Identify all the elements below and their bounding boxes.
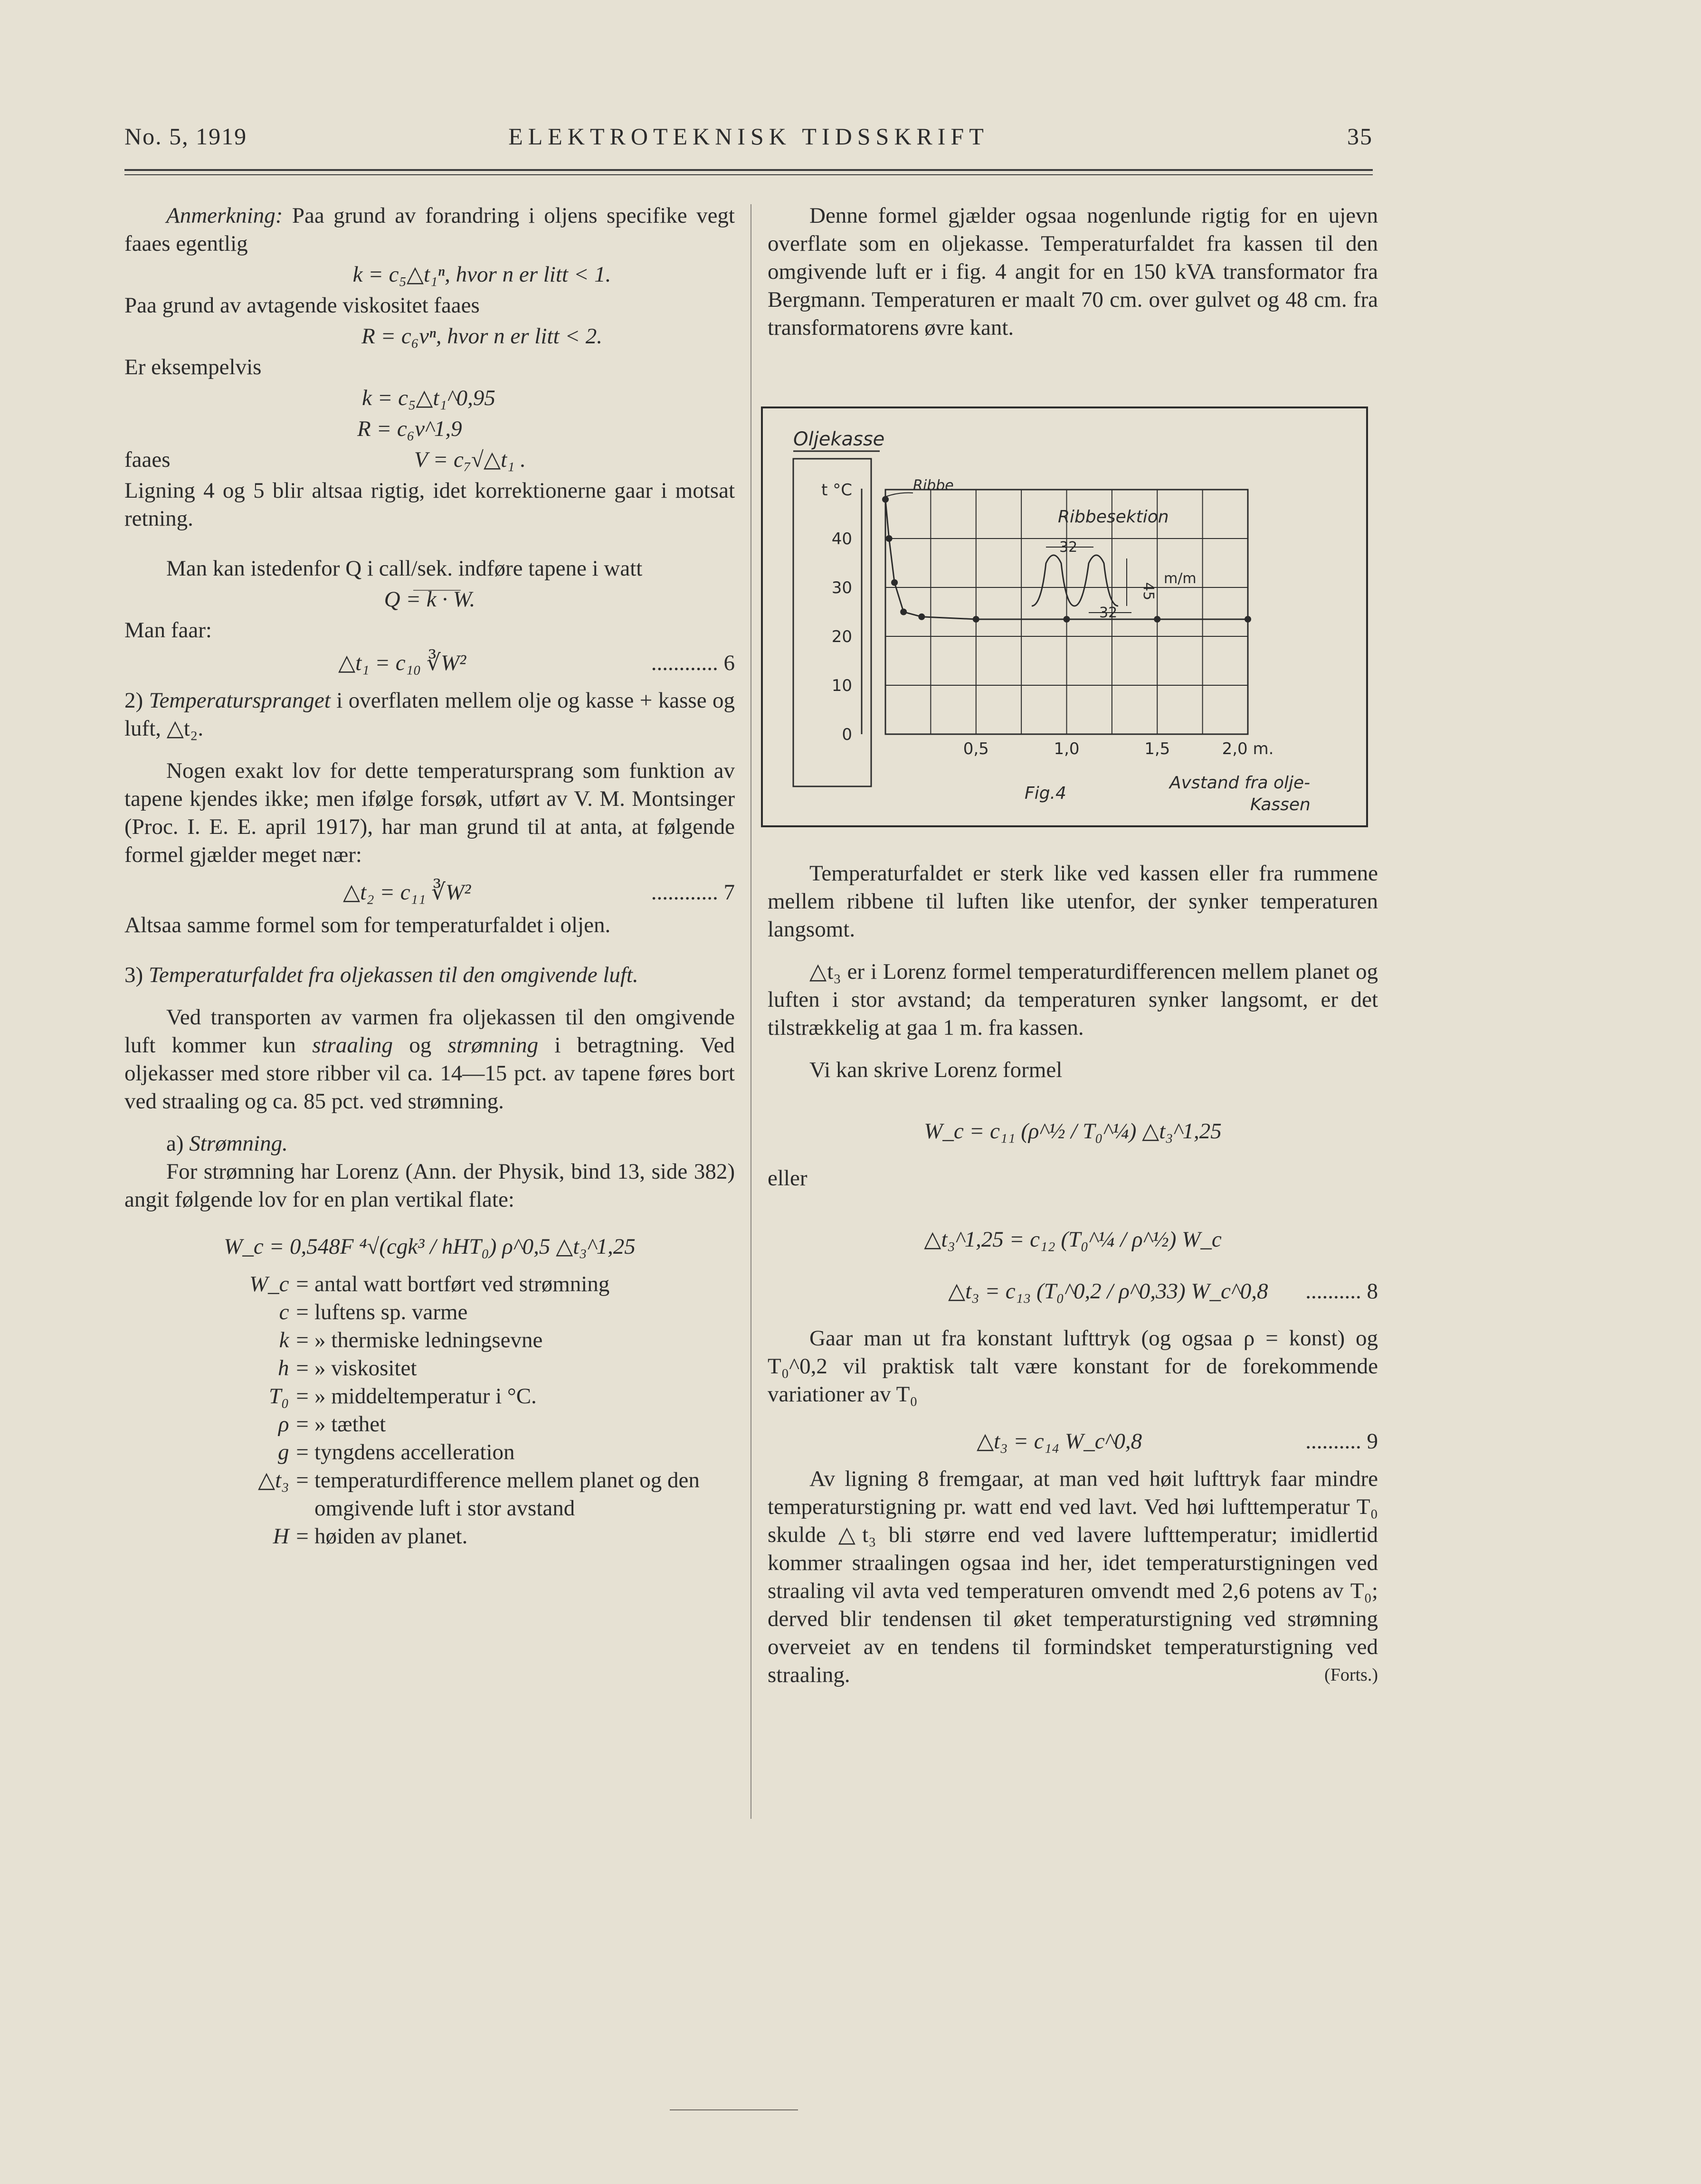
section-2-text: i overflaten mellem olje og kasse + kasse og luft, △t₂. (124, 688, 735, 741)
symbol-row (124, 1354, 735, 1382)
equation-t3a: △t₃^1,25 = c₁₂ (T₀^¼ / ρ^½) W_c (924, 1227, 1222, 1252)
y-tick-label: 30 (831, 578, 852, 597)
after-figure-text: Temperaturfaldet er sterk like ved kassen eller fra rummene mellem ribbene til luften like utenfor, der synker temperaturen langsomt. (768, 861, 1378, 942)
figure-4 (761, 407, 1368, 827)
symbol-row (124, 1298, 735, 1326)
rib-dim-45: 45 (1140, 582, 1157, 601)
symbol-table (124, 1270, 735, 1551)
og-word: og (409, 1033, 432, 1058)
rib-dim-32-bottom: 32 (1099, 605, 1118, 621)
equation-7: △t₂ = c₁₁ ∛W² (343, 880, 471, 905)
equation-wc-2: W_c = c₁₁ (ρ^½ / T₀^¼) △t₃^1,25 (924, 1119, 1222, 1144)
data-point (1154, 616, 1160, 623)
anmerkning-text: Paa grund av forandring i oljens specifike vegt faaes egentlig (124, 203, 735, 256)
symbol-name: △t₃ = (257, 1468, 310, 1493)
section-2-heading (124, 687, 735, 743)
equation-wc: W_c = 0,548F ⁴√(cgk³ / hHT₀) ρ^0,5 △t₃^1,25 (224, 1234, 636, 1259)
symbol-row (124, 1326, 735, 1354)
faaes-label: faaes (124, 447, 171, 472)
equation-6: △t₁ = c₁₀ ∛W² (338, 651, 466, 675)
oil-tank-outline (793, 459, 871, 786)
x-tick-label: 0,5 (963, 739, 989, 758)
equation-6-row (124, 649, 735, 677)
nogen-text: Nogen exakt lov for dette temperatursprang som funktion av tapene kjendes ikke; men ifølge forsøk, utført av V. M. Montsinger (Proc. I. E. E. april 1917), har man grund til at anta, at følgende formel gjælder meget nær: (124, 758, 735, 867)
y-tick-label: 40 (831, 529, 852, 548)
equation-k: k = c₅△t₁ⁿ, hvor n er litt < 1. (352, 262, 611, 287)
journal-title: ELEKTROTEKNISK TIDSSKRIFT (508, 123, 989, 150)
header-rule-bottom (124, 174, 1373, 175)
symbol-description: » middeltemperatur i °C. (314, 1384, 537, 1409)
symbol-row (124, 1438, 735, 1466)
x-axis-label-line-2: Kassen (1250, 795, 1311, 814)
x-tick-label: 2,0 m. (1222, 739, 1274, 758)
symbol-name: g = (278, 1440, 310, 1465)
symbol-name: k = (279, 1328, 310, 1352)
page-header (124, 123, 1373, 156)
data-point (973, 616, 979, 623)
page-number: 35 (1347, 123, 1373, 150)
equation-7-row (124, 879, 735, 907)
y-tick-label: t °C (821, 481, 852, 500)
symbol-description: høiden av planet. (314, 1524, 468, 1549)
equation-9: △t₃ = c₁₄ W_c^0,8 (977, 1429, 1142, 1454)
stromning-word: strømning (447, 1033, 539, 1058)
equation-r: R = c₆vⁿ, hvor n er litt < 2. (361, 324, 603, 349)
data-point (900, 609, 907, 615)
ligning-text: Ligning 4 og 5 blir altsaa rigtig, idet korrektionerne gaar i motsat retning. (124, 478, 735, 531)
transport-paragraph (124, 1003, 735, 1116)
figure-title: Oljekasse (793, 428, 885, 450)
er-eksempelvis: Er eksempelvis (124, 355, 262, 379)
y-tick-label: 20 (831, 627, 852, 646)
equation-9-row (768, 1428, 1378, 1456)
symbol-description: » tæthet (314, 1412, 386, 1437)
altsaa-text: Altsaa samme formel som for temperaturfaldet i oljen. (124, 913, 611, 937)
data-point (1064, 616, 1070, 623)
symbol-name: T₀ = (269, 1384, 310, 1409)
gaar-text: Gaar man ut fra konstant lufttryk (og ogsaa ρ = konst) og T₀^0,2 vil praktisk talt være konstant for de forekommende variationer av T₀ (768, 1326, 1378, 1407)
anmerkning-paragraph (124, 202, 735, 258)
symbol-description: » thermiske ledningsevne (314, 1328, 543, 1352)
right-column-lower (768, 860, 1378, 1689)
section-3-number: 3) (124, 963, 143, 987)
equation-r2: R = c₆v^1,9 (357, 416, 462, 441)
equation-8-number: .......... 8 (1305, 1279, 1378, 1304)
x-axis-label-line-1: Avstand fra olje- (1169, 773, 1311, 793)
left-column (124, 202, 735, 1551)
data-point (882, 496, 889, 503)
page-end-rule (670, 2109, 798, 2110)
symbol-description: luftens sp. varme (314, 1300, 468, 1324)
y-tick-label: 0 (842, 725, 852, 744)
equation-8-row (768, 1277, 1378, 1305)
subsection-a-title: Strømning. (189, 1131, 288, 1156)
equation-7-number: ............ 7 (651, 880, 735, 905)
straaling-word: straaling (312, 1033, 393, 1058)
y-tick-label: 10 (831, 676, 852, 695)
symbol-description: » viskositet (314, 1356, 417, 1380)
intro-paragraph: Denne formel gjælder ogsaa nogenlunde rigtig for en ujevn overflate som en oljekasse. Temperaturfaldet fra kassen til den omgivende luft er i fig. 4 angit for en 150 kVA transformator fra Bergmann. Temperaturen er maalt 70 cm. over gulvet og 48 cm. fra transformatorens øvre kant. (768, 203, 1378, 340)
section-3-title: Temperaturfaldet fra oljekassen til den omgivende luft. (148, 963, 638, 987)
av-ligning-text (768, 1465, 1378, 1689)
data-point (1245, 616, 1251, 623)
symbol-name: ρ = (278, 1412, 310, 1437)
data-point (891, 579, 898, 586)
symbol-row (124, 1410, 735, 1438)
section-2-number: 2) (124, 688, 143, 713)
ribbe-label: Ribbe (913, 477, 954, 494)
equation-8: △t₃ = c₁₃ (T₀^0,2 / ρ^0,33) W_c^0,8 (948, 1279, 1268, 1304)
symbol-name: H = (273, 1524, 310, 1549)
lorenz-text: For strømning har Lorenz (Ann. der Physik, bind 13, side 382) angit følgende lov for en plan vertikal flate: (124, 1159, 735, 1212)
transport-text-2: i betragtning. Ved oljekasser med store ribber vil ca. 14—15 pct. av tapene føres bort ved straaling og ca. 85 pct. ved strømning. (124, 1033, 735, 1114)
symbol-name: h = (278, 1356, 310, 1380)
data-point (918, 614, 925, 620)
equation-v-row (124, 446, 735, 474)
section-2-title: Temperaturspranget (149, 688, 331, 713)
symbol-row (124, 1270, 735, 1298)
symbol-name: W_c = (249, 1272, 310, 1296)
subsection-a (124, 1130, 735, 1158)
symbol-name: c = (279, 1300, 310, 1324)
viskositet-text: Paa grund av avtagende viskositet faaes (124, 293, 480, 318)
rib-profile (1032, 555, 1118, 606)
right-column (768, 202, 1378, 342)
section-3-heading (124, 961, 735, 989)
symbol-description: tyngdens accelleration (314, 1440, 515, 1465)
ribbesektion-label: Ribbesektion (1058, 507, 1169, 527)
anmerkning-title: Anmerkning: (166, 203, 283, 228)
ribbe-leader (885, 493, 913, 497)
x-tick-label: 1,0 (1054, 739, 1080, 758)
figure-caption: Fig.4 (1025, 784, 1066, 803)
symbol-row (124, 1466, 735, 1522)
x-tick-label: 1,5 (1144, 739, 1170, 758)
symbol-row (124, 1382, 735, 1410)
eller-label: eller (768, 1166, 808, 1191)
symbol-row (124, 1522, 735, 1551)
subsection-a-number: a) (166, 1131, 184, 1156)
t3-text: △t₃ er i Lorenz formel temperaturdifferencen mellem planet og luften i stor avstand; da temperaturen synker langsomt, er det tilstrækkelig at gaa 1 m. fra kassen. (768, 959, 1378, 1040)
symbol-description: antal watt bortført ved strømning (314, 1272, 610, 1296)
man-faar-label: Man faar: (124, 618, 212, 643)
rib-dim-32-top: 32 (1059, 539, 1078, 556)
equation-6-number: ............ 6 (651, 651, 735, 675)
figure-4-chart (761, 407, 1368, 827)
av-ligning-body: Av ligning 8 fremgaar, at man ved høit lufttryk faar mindre temperaturstigning pr. watt end ved lavt. Ved høi lufttemperatur T₀ skulde △t₃ bli større end ved lavere lufttemperatur; imidlertid kommer straalingen ogsaa ind her, idet temperaturstigningen ved straaling vil avta ved temperaturen omvendt med 2,6 potens av T₀; derved blir tendensen til øket temperaturstigning ved strømning overveiet av en tendens til formindsket temperaturstigning ved straaling. (768, 1466, 1378, 1687)
symbol-description: temperaturdifference mellem planet og den omgivende luft i stor avstand (314, 1468, 700, 1521)
issue-number: No. 5, 1919 (124, 123, 247, 150)
equation-k2: k = c₅△t₁^0,95 (362, 386, 495, 410)
vi-kan-text: Vi kan skrive Lorenz formel (809, 1058, 1063, 1082)
data-point (886, 535, 893, 542)
equation-q: Q = k · W. (384, 587, 475, 612)
equation-v: V = c₇√△t₁ . (414, 447, 526, 472)
transport-text-1: Ved transporten av varmen fra oljekassen til den omgivende luft kommer kun (124, 1005, 735, 1058)
man-kan-text: Man kan istedenfor Q i call/sek. indføre tapene i watt (166, 556, 643, 581)
forts-label: (Forts.) (1324, 1665, 1378, 1685)
equation-9-number: .......... 9 (1305, 1429, 1378, 1454)
rib-dim-unit: m/m (1164, 570, 1197, 587)
header-rule-top (124, 169, 1373, 171)
